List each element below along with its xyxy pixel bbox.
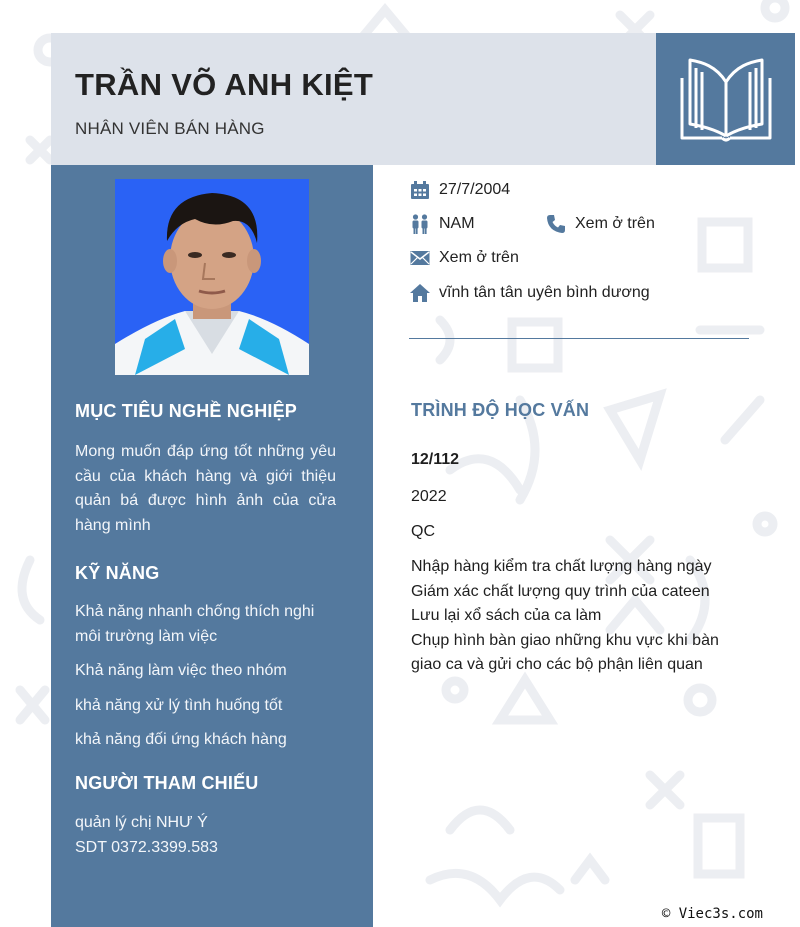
email-row bbox=[409, 248, 519, 268]
candidate-role: NHÂN VIÊN BÁN HÀNG bbox=[75, 119, 265, 138]
objective-text: Mong muốn đáp ứng tốt những yêu cầu của khách hàng và giới thiệu quản bá được hình ảnh của cửa hàng mình bbox=[75, 443, 336, 534]
education-detail-item: Lưu lại xổ sách của ca làm bbox=[411, 607, 602, 624]
people-icon bbox=[409, 214, 431, 234]
skill-item: khả năng xử lý tình huống tốt bbox=[75, 696, 283, 714]
candidate-name: TRẦN VÕ ANH KIỆT bbox=[75, 67, 374, 102]
skill-item: Khả năng làm việc theo nhóm bbox=[75, 662, 287, 679]
home-icon bbox=[409, 283, 431, 303]
birthday-value: 27/7/2004 bbox=[439, 181, 511, 198]
references-section bbox=[75, 773, 336, 860]
calendar-icon bbox=[409, 180, 431, 200]
objective-section bbox=[75, 401, 336, 538]
envelope-icon bbox=[409, 248, 431, 268]
profile-photo bbox=[115, 179, 309, 375]
address-row bbox=[409, 283, 650, 303]
education-title: TRÌNH ĐỘ HỌC VẤN bbox=[411, 400, 590, 420]
education-detail-item: Nhập hàng kiểm tra chất lượng hàng ngày bbox=[411, 558, 712, 575]
address-value: vĩnh tân tân uyên bình dương bbox=[439, 284, 650, 301]
education-school: QC bbox=[411, 523, 435, 540]
skills-section bbox=[75, 563, 336, 763]
objective-title: MỤC TIÊU NGHỀ NGHIỆP bbox=[75, 401, 298, 421]
gender-row bbox=[409, 214, 475, 234]
open-book-icon bbox=[678, 54, 774, 144]
skill-item: khả năng đối ứng khách hàng bbox=[75, 731, 287, 748]
skills-list bbox=[75, 600, 336, 753]
education-year: 2022 bbox=[411, 488, 447, 505]
reference-name: quản lý chị NHƯ Ý bbox=[75, 814, 208, 831]
contact-divider bbox=[409, 338, 749, 339]
reference-phone: SDT 0372.3399.583 bbox=[75, 839, 218, 856]
gender-value: NAM bbox=[439, 215, 475, 232]
phone-icon bbox=[545, 214, 567, 234]
references-title: NGƯỜI THAM CHIẾU bbox=[75, 773, 259, 793]
birthday-row bbox=[409, 180, 510, 200]
education-detail-item: Giám xác chất lượng quy trình của cateen bbox=[411, 582, 710, 600]
phone-row bbox=[545, 214, 655, 234]
skills-title: KỸ NĂNG bbox=[75, 563, 160, 583]
watermark: © Viec3s.com bbox=[661, 906, 763, 922]
education-level: 12/112 bbox=[411, 451, 460, 468]
education-detail-item: Chụp hình bàn giao những khu vực khi bàn giao ca và gửi cho các bộ phận liên quan bbox=[411, 631, 719, 673]
skill-item: Khả năng nhanh chống thích nghi môi trường làm việc bbox=[75, 603, 315, 645]
header bbox=[51, 33, 656, 165]
logo-box bbox=[656, 33, 795, 165]
email-value[interactable]: Xem ở trên bbox=[439, 249, 519, 266]
phone-value[interactable]: Xem ở trên bbox=[575, 215, 655, 232]
education-details bbox=[411, 555, 751, 678]
sidebar bbox=[51, 165, 373, 927]
